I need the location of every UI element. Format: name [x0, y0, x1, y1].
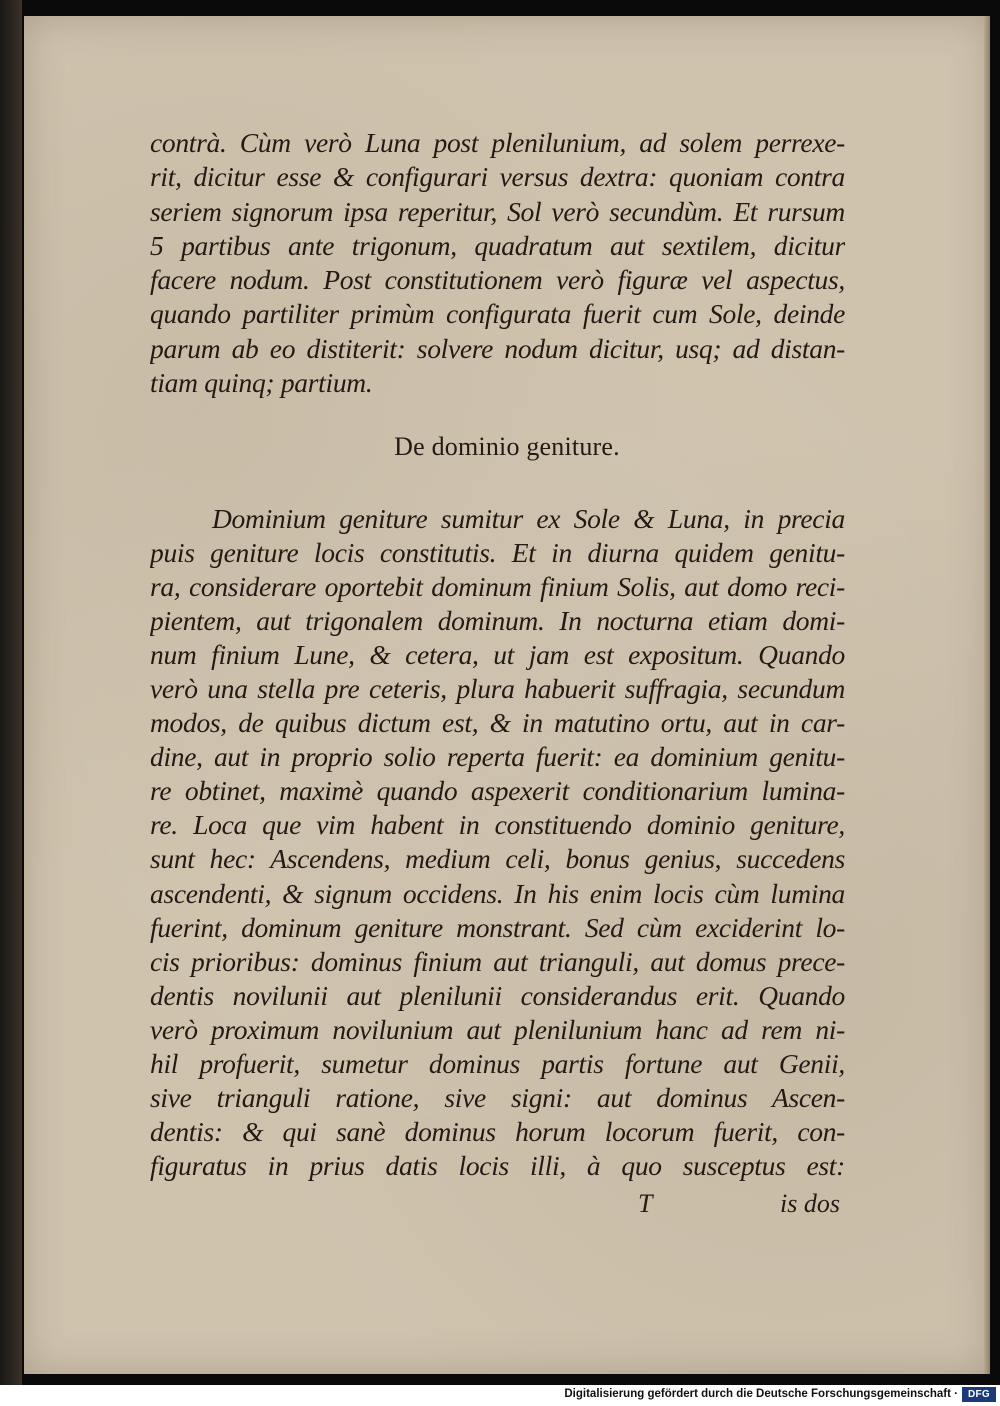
text-line: Dominium geniture sumitur ex Sole & Luna, in precia: [212, 503, 845, 534]
text-line: dine, aut in proprio solio reperta fuerit: ea dominium genitu-: [150, 741, 845, 773]
page-edge: [984, 16, 990, 1374]
text-line: ra, considerare oportebit dominum finium Solis, aut domo reci-: [150, 571, 845, 603]
top-paragraph: [150, 126, 845, 400]
body-paragraph: [150, 502, 845, 1183]
text-line: figuratus in prius datis locis illi, à quo susceptus est:: [150, 1149, 845, 1181]
text-line: verò proximum novilunium aut plenilunium hanc ad rem ni-: [150, 1013, 845, 1045]
dfg-logo: DFG: [962, 1387, 996, 1402]
text-line: verò una stella pre ceteris, plura habuerit suffragia, secundum: [150, 673, 845, 705]
text-line: modos, de quibus dictum est, & in matutino ortu, aut in car-: [150, 707, 845, 739]
section-heading: De dominio geniture.: [394, 432, 620, 461]
text-line: seriem signorum ipsa reperitur, Sol verò secundùm. Et rursum: [150, 195, 845, 227]
digitization-footer: [0, 1385, 1000, 1406]
text-line: num finium Lune, & cetera, ut jam est expositum. Quando: [150, 639, 845, 671]
text-line: cis prioribus: dominus finium aut trianguli, aut domus prece-: [150, 945, 845, 977]
page-foot: [150, 1189, 845, 1223]
funding-credit: Digitalisierung gefördert durch die Deutsche Forschungsgemeinschaft ·: [564, 1388, 958, 1400]
text-line: rit, dicitur esse & configurari versus dextra: quoniam contra: [150, 161, 845, 193]
text-line: contrà. Cùm verò Luna post plenilunium, ad solem perrexe-: [150, 127, 845, 158]
text-line: ascendenti, & signum occidens. In his enim locis cùm lumina: [150, 877, 845, 909]
text-line: puis geniture locis constitutis. Et in diurna quidem genitu-: [150, 537, 845, 569]
text-line: re. Loca que vim habent in constituendo dominio geniture,: [150, 809, 845, 841]
text-line: facere nodum. Post constitutionem verò figuræ vel aspectus,: [150, 264, 845, 296]
book-spine: [0, 0, 22, 1385]
text-line: parum ab eo distiterit: solvere nodum dicitur, usq; ad distan-: [150, 332, 845, 364]
text-line: sunt hec: Ascendens, medium celi, bonus genius, succedens: [150, 843, 845, 875]
text-line: hil profuerit, sumetur dominus partis fortune aut Genii,: [150, 1047, 845, 1079]
signature-mark: T: [638, 1189, 653, 1218]
text-line: fuerint, dominum geniture monstrant. Sed cùm exciderint lo-: [150, 911, 845, 943]
catchword: is dos: [780, 1189, 840, 1218]
text-line: 5 partibus ante trigonum, quadratum aut sextilem, dicitur: [150, 229, 845, 261]
text-line: dentis: & qui sanè dominus horum locorum fuerit, con-: [150, 1115, 845, 1147]
text-line: pientem, aut trigonalem dominum. In nocturna etiam domi-: [150, 605, 845, 637]
text-line: re obtinet, maximè quando aspexerit conditionarium lumina-: [150, 775, 845, 807]
text-line: tiam quinq; partium.: [150, 367, 373, 399]
text-line: quando partiliter primùm configurata fuerit cum Sole, deinde: [150, 298, 845, 330]
text-line: dentis novilunii aut plenilunii considerandus erit. Quando: [150, 979, 845, 1011]
text-line: sive trianguli ratione, sive signi: aut dominus Ascen-: [150, 1081, 845, 1113]
